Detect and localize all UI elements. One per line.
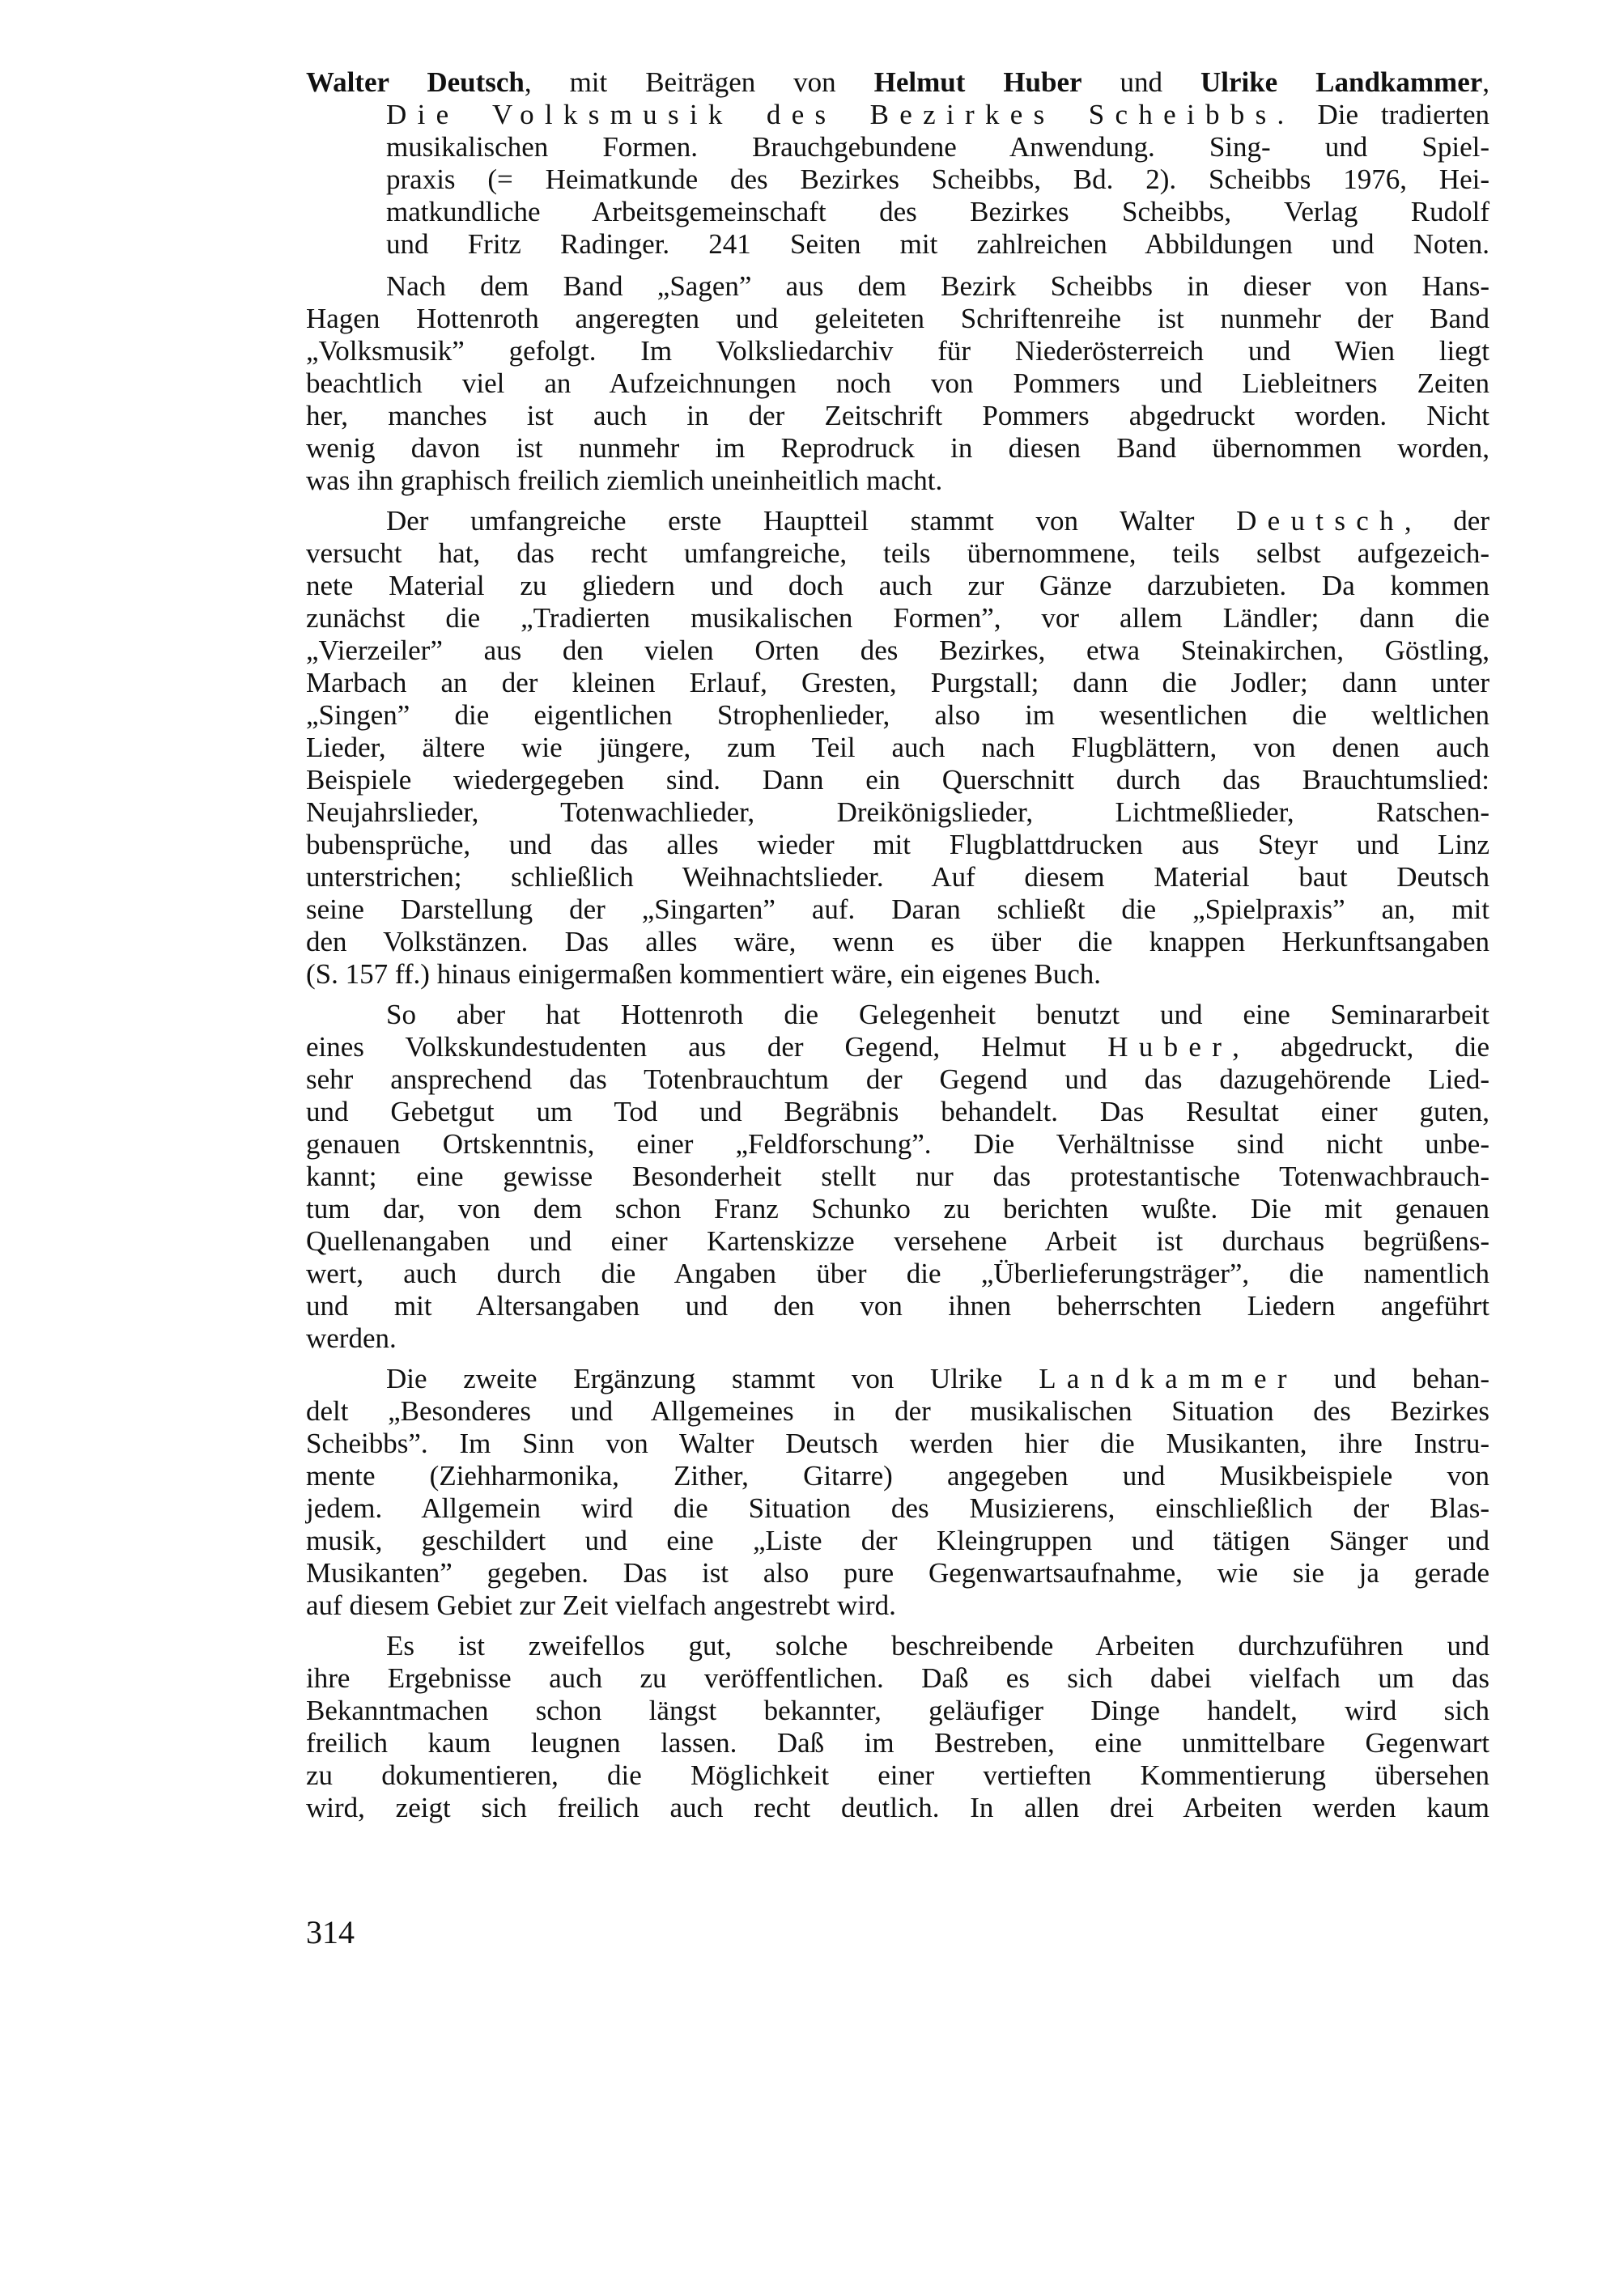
text-line: „Volksmusik” gefolgt. Im Volksliedarchiv für Niederösterreich und Wien liegt [306,335,1489,367]
text-line: kannt; eine gewisse Besonderheit stellt nur das protestantische Totenwachbrauch- [306,1161,1489,1192]
text-line: und Gebetgut um Tod und Begräbnis behandelt. Das Resultat einer guten, [306,1096,1489,1127]
citation-line: musikalischen Formen. Brauchgebundene Anwendung. Sing- und Spiel- [386,131,1489,163]
text-line [306,1363,1489,1395]
text-line: unterstrichen; schließlich Weihnachtslieder. Auf diesem Material baut Deutsch [306,861,1489,893]
spaced-name: Deutsch [1236,505,1404,537]
text-line: genauen Ortskenntnis, einer „Feldforschung”. Die Verhältnisse sind nicht unbe- [306,1128,1489,1160]
text-line: beachtlich viel an Aufzeichnungen noch von Pommers und Liebleitners Zeiten [306,367,1489,399]
text-line: Quellenangaben und einer Kartenskizze versehene Arbeit ist durchaus begrüßens- [306,1225,1489,1257]
text-line: Hagen Hottenroth angeregten und geleiteten Schriftenreihe ist nunmehr der Band [306,303,1489,334]
text-line: was ihn graphisch freilich ziemlich uneinheitlich macht. [306,465,943,496]
text-line: ihre Ergebnisse auch zu veröffentlichen. Daß es sich dabei vielfach um das [306,1662,1489,1694]
text-line: Scheibbs”. Im Sinn von Walter Deutsch werden hier die Musikanten, ihre Instru- [306,1428,1489,1459]
citation-text: , mit Beiträgen von [524,66,874,98]
contributor-name: Ulrike Landkammer [1200,66,1483,98]
contributor-name: Helmut Huber [873,66,1082,98]
citation-text: und [1081,66,1200,98]
text-line [306,505,1489,537]
text-line: seine Darstellung der „Singarten” auf. Daran schließt die „Spielpraxis” an, mit [306,893,1489,925]
text-line: freilich kaum leugnen lassen. Daß im Bestreben, eine unmittelbare Gegenwart [306,1727,1489,1759]
text-line: jedem. Allgemein wird die Situation des Musizierens, einschließlich der Blas- [306,1492,1489,1524]
text-fragment: , abgedruckt, die [1232,1031,1489,1063]
text-line: „Singen” die eigentlichen Strophenlieder, also im wesentlichen die weltlichen [306,699,1489,731]
text-line: Marbach an der kleinen Erlauf, Gresten, Purgstall; dann die Jodler; dann unter [306,667,1489,698]
spaced-name: Huber [1107,1031,1233,1063]
text-line: delt „Besonderes und Allgemeines in der musikalischen Situation des Bezirkes [306,1395,1489,1427]
text-line: „Vierzeiler” aus den vielen Orten des Bezirkes, etwa Steinakirchen, Göstling, [306,634,1489,666]
text-line: bubensprüche, und das alles wieder mit Flugblattdrucken aus Steyr und Linz [306,829,1489,860]
text-line: musik, geschildert und eine „Liste der Kleingruppen und tätigen Sänger und [306,1525,1489,1556]
text-line: nete Material zu gliedern und doch auch zur Gänze darzubieten. Da kommen [306,570,1489,601]
text-line: Es ist zweifellos gut, solche beschreibende Arbeiten durchzuführen und [386,1630,1489,1662]
review-page [306,66,1489,1832]
author-name: Walter Deutsch [306,66,525,98]
paragraph [306,505,1489,991]
text-line: wird, zeigt sich freilich auch recht deutlich. In allen drei Arbeiten werden kaum [306,1792,1489,1823]
text-line: den Volkstänzen. Das alles wäre, wenn es über die knappen Herkunftsangaben [306,926,1489,957]
text-line: Nach dem Band „Sagen” aus dem Bezirk Scheibbs in dieser von Hans- [386,270,1489,302]
text-line: (S. 157 ff.) hinaus einigermaßen kommentiert wäre, ein eigenes Buch. [306,958,1101,990]
text-line: wert, auch durch die Angaben über die „Überlieferungsträger”, die namentlich [306,1258,1489,1289]
page-number: 314 [306,1914,355,1950]
citation-text: Die tradierten [1317,99,1490,130]
text-line: wenig davon ist nunmehr im Reprodruck in diesen Band übernommen worden, [306,432,1489,464]
text-line: So aber hat Hottenroth die Gelegenheit benutzt und eine Seminararbeit [386,999,1489,1030]
text-line: zunächst die „Tradierten musikalischen Formen”, vor allem Ländler; dann die [306,602,1489,634]
book-citation [306,66,1489,261]
citation-line: praxis (= Heimatkunde des Bezirkes Scheibbs, Bd. 2). Scheibbs 1976, Hei- [386,163,1489,195]
text-line: tum dar, von dem schon Franz Schunko zu berichten wußte. Die mit genauen [306,1193,1489,1224]
text-line: auf diesem Gebiet zur Zeit vielfach angestrebt wird. [306,1589,896,1621]
text-fragment: und behan- [1297,1363,1489,1394]
text-line: werden. [306,1322,397,1354]
text-line: Bekanntmachen schon längst bekannter, geläufiger Dinge handelt, wird sich [306,1695,1489,1726]
text-fragment: eines Volkskundestudenten aus der Gegend, Helmut [306,1031,1108,1063]
text-line: versucht hat, das recht umfangreiche, teils übernommene, teils selbst aufgezeich- [306,537,1489,569]
text-line: sehr ansprechend das Totenbrauchtum der Gegend und das dazugehörende Lied- [306,1063,1489,1095]
text-line: Beispiele wiedergegeben sind. Dann ein Querschnitt durch das Brauchtumslied: [306,764,1489,796]
text-line: mente (Ziehharmonika, Zither, Gitarre) angegeben und Musikbeispiele von [306,1460,1489,1492]
citation-text: , [1482,66,1490,98]
paragraph [306,999,1489,1355]
text-line: her, manches ist auch in der Zeitschrift Pommers abgedruckt worden. Nicht [306,400,1489,431]
paragraph [306,270,1489,497]
paragraph [306,1630,1489,1824]
text-fragment: , der [1404,505,1489,537]
spaced-name: Landkammer [1039,1363,1298,1394]
text-line: Neujahrslieder, Totenwachlieder, Dreikönigslieder, Lichtmeßlieder, Ratschen- [306,796,1489,828]
text-line: Musikanten” gegeben. Das ist also pure Gegenwartsaufnahme, wie sie ja gerade [306,1557,1489,1589]
text-fragment: Die zweite Ergänzung stammt von Ulrike [386,1363,1039,1394]
text-line [306,1031,1489,1063]
citation-line: und Fritz Radinger. 241 Seiten mit zahlreichen Abbildungen und Noten. [386,228,1489,260]
text-line: und mit Altersangaben und den von ihnen beherrschten Liedern angeführt [306,1290,1489,1322]
citation-line [306,99,1489,131]
book-title: Die Volksmusik des Bezirkes Scheibbs. [386,99,1295,130]
citation-line [306,66,1489,99]
paragraph [306,1363,1489,1622]
text-fragment: Der umfangreiche erste Hauptteil stammt von Walter [386,505,1237,537]
text-line: zu dokumentieren, die Möglichkeit einer vertieften Kommentierung übersehen [306,1759,1489,1791]
citation-line: matkundliche Arbeitsgemeinschaft des Bezirkes Scheibbs, Verlag Rudolf [386,196,1489,227]
text-line: Lieder, ältere wie jüngere, zum Teil auch nach Flugblättern, von denen auch [306,732,1489,763]
